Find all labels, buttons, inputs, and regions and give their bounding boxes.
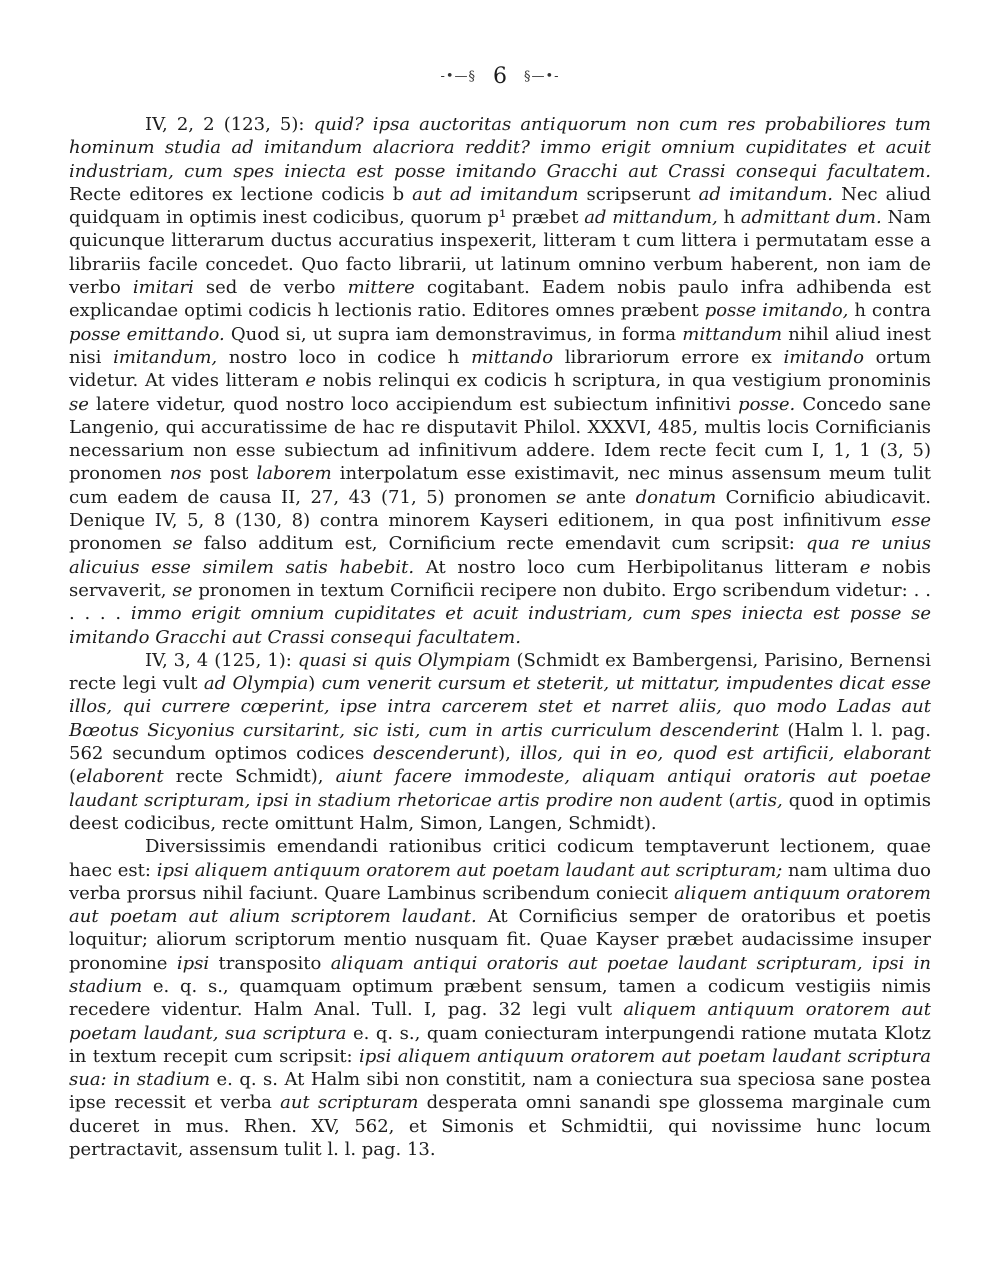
text-run: librariorum errore ex xyxy=(553,346,784,368)
text-run: e. q. s., quam coniecturam interpungendi ratione mutata Klotz in textum recepit cum scripsit: xyxy=(69,1022,931,1067)
text-run: ( xyxy=(722,789,736,811)
text-run: IV, 3, 4 (125, 1): xyxy=(145,649,298,671)
italic-run: e xyxy=(859,556,871,578)
italic-run: nos xyxy=(169,463,202,485)
italic-run: imitandum, xyxy=(113,346,218,368)
italic-run: ad mittandum, xyxy=(584,207,718,229)
text-run: desperata omni sanandi spe glossema marginale cum duceret in mus. Rhen. XV, 562, et Simonis et Schmidtii, qui novissime hunc locum pertractavit, assensum tulit l. l. pag. 13. xyxy=(69,1092,931,1161)
italic-run: aut scripturam xyxy=(280,1092,419,1114)
text-run: cogitabant. Eadem nobis paulo infra adhibenda est explicandae optimi codicis h lectionis ratio. Editores omnes præbent xyxy=(69,277,931,322)
italic-run: aliquam antiqui oratoris aut poetae laudant scripturam, ipsi in stadium xyxy=(69,952,931,997)
italic-run: se xyxy=(556,486,577,508)
italic-run: artis, xyxy=(735,789,783,811)
italic-run: elaborent xyxy=(76,766,164,788)
text-run: At nostro loco cum Herbipolitanus litteram xyxy=(414,556,860,578)
italic-run: immo erigit omnium cupiditates et acuit industriam, cum spes iniecta est posse se imitando Gracchi aut Crassi consequi facultatem. xyxy=(69,603,931,648)
text-run: (Schmidt ex Bambergensi, Parisino, Bernensi recte legi vult xyxy=(69,649,932,695)
italic-run: se xyxy=(69,393,89,415)
italic-run: mittere xyxy=(347,277,415,299)
text-run: nobis relinqui ex codicis h scriptura, in qua vestigium pronominis xyxy=(316,370,932,392)
italic-run: posse emittando. xyxy=(69,323,225,345)
italic-run: ipsi aliquem antiquum oratorem aut poetam laudant scriptura sua: in stadium xyxy=(69,1045,931,1091)
italic-run: donatum xyxy=(635,486,717,508)
italic-run: qua re unius alicuius esse similem satis habebit. xyxy=(69,533,931,578)
italic-run: ipsi aliquem antiquum oratorem aut poetam laudant aut scripturam; xyxy=(156,859,783,881)
text-run: Quod si, ut supra iam demonstravimus, in forma xyxy=(224,323,683,345)
italic-run: mittandum xyxy=(682,323,783,345)
text-run: interpolatum esse existimavit, nec minus assensum meum tulit cum eadem de causa II, 27, 43 (71, 5) pronomen xyxy=(69,463,932,508)
ornament-left: -•—§ xyxy=(440,69,476,84)
text-run: nam ultima duo verba prorsus nihil faciunt. Quare Lambinus scribendum coniecit xyxy=(69,859,931,904)
italic-run: quasi si quis Olympiam xyxy=(297,649,511,671)
text-run: e. q. s. At Halm sibi non constitit, nam a coniectura sua speciosa sane postea ipse recessit et verba xyxy=(69,1069,932,1114)
text-run: Nam quicunque litterarum ductus accuratius inspexerit, litteram t cum littera i permutatam esse a librariis facile concedet. Quo facto librarii, ut latinum omnino verbum haberent, non iam de verbo xyxy=(69,207,931,299)
text-run: nostro loco in codice h xyxy=(217,346,472,368)
italic-run: mittando xyxy=(471,346,554,368)
italic-run: quid? ipsa auctoritas antiquorum non cum res probabiliores tum hominum studia ad imitandum alacriora reddit? immo erigit omnium cupiditates et acuit industriam, cum spes iniecta est posse imitando Gracchi aut Crassi consequi facultatem. xyxy=(69,114,932,182)
text-run: ), xyxy=(498,743,520,765)
italic-run: ad imitandum. xyxy=(698,183,834,205)
body-text xyxy=(69,113,931,1161)
text-run: (Halm l. l. pag. 562 secundum optimos codices xyxy=(69,719,931,765)
text-run: recte Schmidt), xyxy=(163,766,336,788)
text-run: quod in optimis deest codicibus, recte omittunt Halm, Simon, Langen, Schmidt). xyxy=(69,789,932,834)
text-run: nobis servaverit, xyxy=(69,556,931,601)
italic-run: admittant dum. xyxy=(740,207,882,229)
text-run: h contra xyxy=(848,300,931,322)
text-run: h xyxy=(717,207,741,229)
text-run: Recte editores ex lectione codicis b xyxy=(69,183,413,205)
text-run: Nec aliud quidquam in optimis inest codicibus, quorum p¹ præbet xyxy=(69,183,931,229)
italic-run: ipsi xyxy=(176,952,210,974)
text-run: post xyxy=(201,463,257,485)
text-run: Diversissimis emendandi rationibus critici codicum temptaverunt lectionem, quae haec est: xyxy=(69,836,931,881)
text-run: nihil aliud inest nisi xyxy=(69,323,931,368)
italic-run: posse imitando, xyxy=(704,300,849,322)
page-number: 6 xyxy=(493,64,507,89)
italic-run: cum venerit cursum et steterit, ut mittatur, impudentes dicat esse illos, qui currere cœperint, ipse intra carcerem stet et narret aliis, quo modo Ladas aut Bœotus Sicyonius cursitarint, sic isti, cum in artis curriculum descenderint xyxy=(69,673,931,741)
text-run: Concedo sane Langenio, qui accuratissime de hac re disputavit Philol. XXXVI, 485, multis locis Cornificianis necessarium non esse subiectum ad infinitivum addere. Idem recte fecit cum I, 1, 1 (3, 5) pronomen xyxy=(69,393,932,485)
text-run: ) xyxy=(308,673,322,695)
italic-run: imitando xyxy=(783,346,864,368)
text-run: latere videtur, quod nostro loco accipiendum est subiectum infinitivi xyxy=(88,393,739,415)
text-run: pronomen in textum Cornificii recipere non dubito. Ergo scribendum videtur: . . . . . . xyxy=(69,579,931,625)
italic-run: imitari xyxy=(132,277,194,299)
text-run: sed de verbo xyxy=(193,277,348,299)
text-run: ortum videtur. At vides litteram xyxy=(69,346,932,392)
italic-run: aut ad imitandum xyxy=(412,183,579,205)
text-run: pronomen xyxy=(69,533,173,555)
italic-run: illos, qui in eo, quod est artificii, elaborant xyxy=(519,743,931,765)
italic-run: e xyxy=(305,370,317,392)
ornament-right: §—•- xyxy=(524,69,560,84)
italic-run: ad Olympia xyxy=(203,673,309,695)
italic-run: aiunt facere immodeste, aliquam antiqui oratoris aut poetae laudant scripturam, ipsi in stadium rhetoricae artis prodire non audent xyxy=(69,766,932,811)
paragraph-3 xyxy=(69,835,931,1161)
text-run: e. q. s., quamquam optimum præbent sensum, tamen a codicum vestigiis nimis recedere videntur. Halm Anal. Tull. I, pag. 32 legi vult xyxy=(69,975,931,1021)
italic-run: descenderunt xyxy=(373,743,499,765)
italic-run: esse xyxy=(891,510,931,532)
page-header xyxy=(0,62,1000,92)
italic-run: aliquem antiquum oratorem aut poetam laudant, sua scriptura xyxy=(69,999,932,1044)
text-run: Cornificio abiudicavit. Denique IV, 5, 8 (130, 8) contra minorem Kayseri editionem, in qua post infinitivum xyxy=(69,486,932,532)
italic-run: se xyxy=(172,579,193,601)
italic-run: se xyxy=(172,533,193,555)
paragraph-2 xyxy=(69,649,931,835)
text-run: ( xyxy=(69,766,77,788)
text-run: falso additum est, Cornificium recte emendavit cum scripsit: xyxy=(192,533,806,555)
text-run: transposito xyxy=(209,952,331,974)
text-run: IV, 2, 2 (123, 5): xyxy=(145,114,314,135)
text-run: scripserunt xyxy=(578,183,699,205)
text-run: ante xyxy=(576,486,636,508)
italic-run: laborem xyxy=(256,463,332,485)
paragraph-1 xyxy=(69,113,931,649)
italic-run: posse. xyxy=(738,393,796,415)
text-run: At Cornificius semper de oratoribus et poetis loquitur; aliorum scriptorum mentio nusquam fit. Quae Kayser præbet audacissime insuper pronomine xyxy=(69,906,932,974)
italic-run: aliquem antiquum oratorem aut poetam aut alium scriptorem laudant. xyxy=(69,882,931,928)
